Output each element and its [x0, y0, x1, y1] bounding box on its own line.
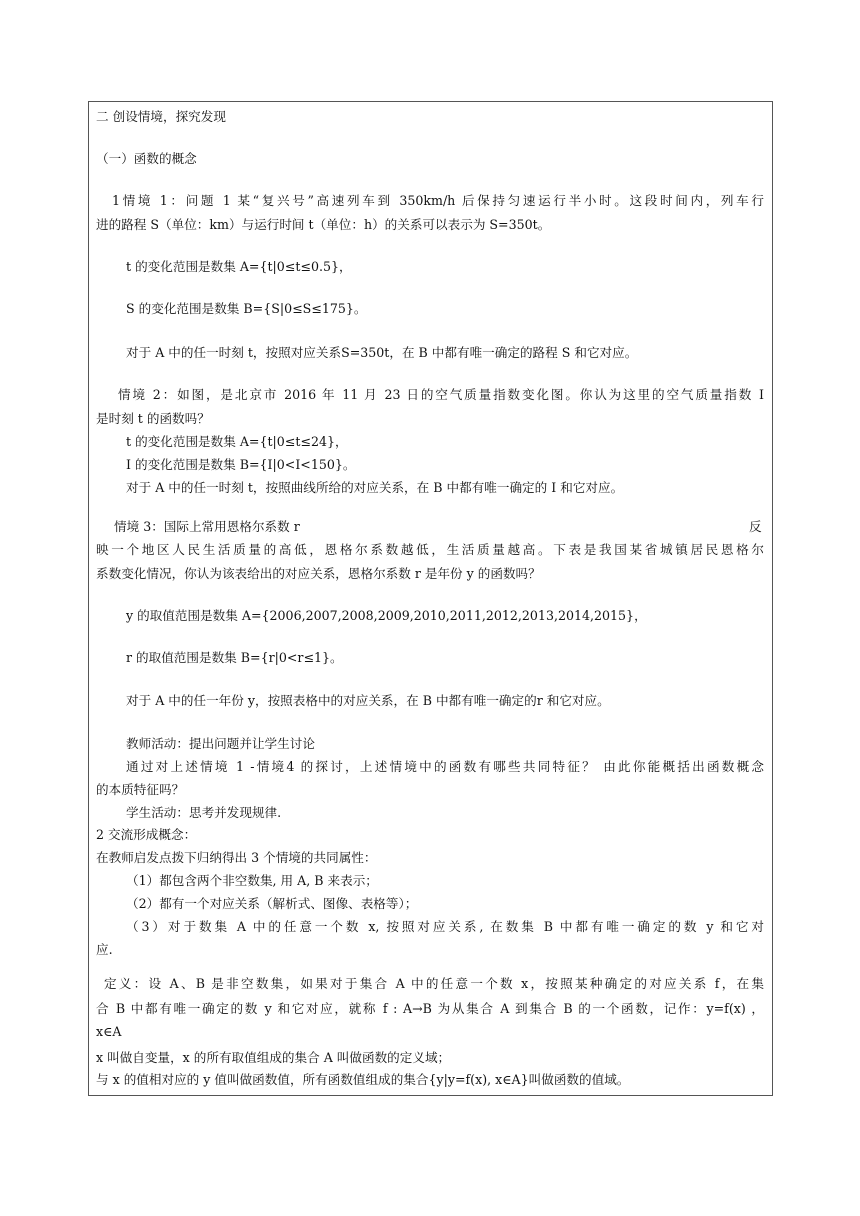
scenario3-line2: 映一个地区人民生活质量的高低，恩格尔系数越低，生活质量越高。下表是我国某省城镇居民恩格尔	[96, 542, 764, 557]
scenario3-line1: 情境 3：国际上常用恩格尔系数 r	[114, 519, 300, 534]
scenario1-line1: 1情境 1：问题 1 某“复兴号”高速列车到 350km/h 后保持匀速运行半小时。这段时间内，列车行	[112, 193, 764, 208]
scenario3-correspondence: 对于 A 中的任一年份 y，按照表格中的对应关系，在 B 中都有唯一确定的r 和它对应。	[126, 693, 610, 708]
scenario2-i-range: I 的变化范围是数集 B={I|0<I<150}。	[126, 457, 356, 472]
scenario1-t-range: t 的变化范围是数集 A={t|0≤t≤0.5}，	[126, 259, 352, 274]
discussion-line2: 的本质特征吗？	[96, 782, 185, 797]
scenario2-correspondence: 对于 A 中的任一时刻 t，按照曲线所给的对应关系，在 B 中都有唯一确定的 I 和它对应。	[126, 480, 624, 495]
property-3-line1: （3）对于数集 A 中的任意一个数 x, 按照对应关系, 在数集 B 中都有唯一确定的数 y 和它对	[126, 919, 764, 934]
teacher-activity: 教师活动：提出问题并让学生讨论	[126, 736, 315, 751]
scenario1-correspondence: 对于 A 中的任一时刻 t，按照对应关系S=350t，在 B 中都有唯一确定的路程 S 和它对应。	[126, 345, 638, 360]
range-definition: 与 x 的值相对应的 y 值叫做函数值，所有函数值组成的集合{y|y=f(x), x∈A}叫做函数的值域。	[96, 1072, 630, 1087]
definition-line3: x∈A	[96, 1024, 122, 1039]
scenario2-line2: 是时刻 t 的函数吗？	[96, 411, 210, 426]
scenario3-y-range: y 的取值范围是数集 A={2006,2007,2008,2009,2010,2011,2012,2013,2014,2015}，	[126, 608, 647, 623]
property-2: （2）都有一个对应关系（解析式、图像、表格等）；	[126, 896, 418, 911]
scenario2-line1: 情境 2：如图，是北京市 2016 年 11 月 23 日的空气质量指数变化图。你认为这里的空气质量指数 I	[118, 387, 764, 402]
section-title: 二 创设情境，探究发现	[96, 109, 226, 124]
scenario1-s-range: S 的变化范围是数集 B={S|0≤S≤175}。	[126, 301, 367, 316]
subsection-title: （一）函数的概念	[96, 151, 197, 166]
discussion-line1: 通过对上述情境 1 -情境4 的探讨，上述情境中的函数有哪些共同特征？ 由此你能概括出函数概念	[126, 759, 764, 774]
property-1: （1）都包含两个非空数集, 用 A, B 来表示；	[126, 873, 378, 888]
part2-title: 2 交流形成概念：	[96, 827, 197, 842]
scenario3-line3: 系数变化情况，你认为该表给出的对应关系，恩格尔系数 r 是年份 y 的函数吗？	[96, 566, 541, 581]
property-3-line2: 应.	[96, 942, 113, 957]
domain-definition: x 叫做自变量，x 的所有取值组成的集合 A 叫做函数的定义域；	[96, 1050, 451, 1065]
part2-intro: 在教师启发点拨下归纳得出 3 个情境的共同属性：	[96, 850, 377, 865]
scenario3-r-range: r 的取值范围是数集 B={r|0<r≤1}。	[126, 650, 343, 665]
scenario1-line2: 进的路程 S（单位：km）与运行时间 t（单位：h）的关系可以表示为 S=350t。	[96, 217, 551, 232]
definition-line1: 定义：设 A、B 是非空数集，如果对于集合 A 中的任意一个数 x，按照某种确定的对应关系 f，在集	[104, 976, 764, 991]
scenario3-line1-tail: 反	[749, 519, 762, 534]
scenario2-t-range: t 的变化范围是数集 A={t|0≤t≤24}，	[126, 434, 348, 449]
student-activity: 学生活动：思考并发现规律.	[126, 805, 282, 820]
definition-line2: 合 B 中都有唯一确定的数 y 和它对应，就称 f : A→B 为从集合 A 到集合 B 的一个函数，记作：y=f(x) ，	[96, 1001, 764, 1016]
content-frame	[88, 101, 773, 1096]
